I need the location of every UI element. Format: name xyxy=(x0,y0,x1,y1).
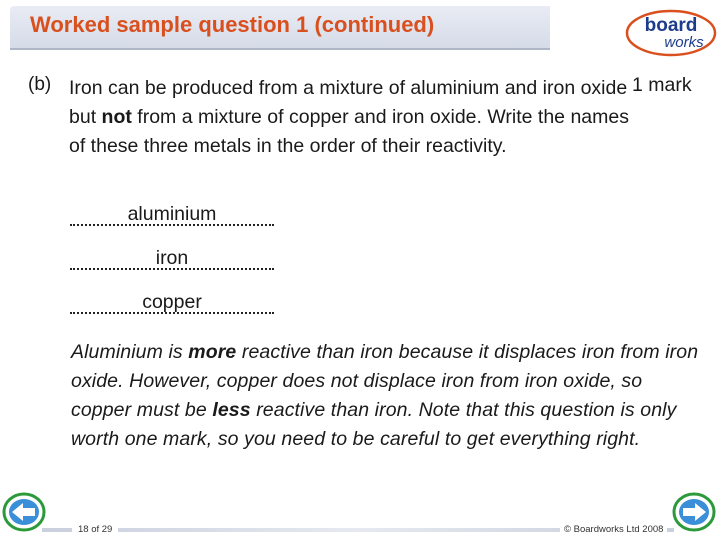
answer-1: aluminium xyxy=(127,203,217,225)
question-label: (b) xyxy=(28,74,52,95)
arrow-left-icon xyxy=(2,492,46,532)
logo-line1: board xyxy=(644,15,698,36)
explanation-part: reactive than iron because it displaces iron from iron oxide. However, copper does not displace iron from iron oxide, so copper must be xyxy=(71,341,699,421)
slide-title: Worked sample question 1 (continued) xyxy=(30,12,435,37)
next-slide-button[interactable] xyxy=(672,492,716,532)
question-text-part: Iron can be produced from a mixture of aluminium and iron oxide but xyxy=(69,77,628,128)
arrow-right-icon xyxy=(672,492,716,532)
answer-line-2 xyxy=(70,242,274,270)
explanation-text xyxy=(71,338,703,454)
answer-line-3 xyxy=(70,286,274,314)
question-text xyxy=(69,74,629,161)
copyright: © Boardworks Ltd 2008 xyxy=(560,524,667,535)
answer-2: iron xyxy=(155,247,189,269)
answer-3: copper xyxy=(142,291,202,313)
question-text-part: from a mixture of copper and iron oxide. Write the names of these three metals in the order of their reactivity. xyxy=(69,106,629,157)
marks-label: 1 mark xyxy=(632,74,692,96)
explanation-emphasis: more xyxy=(188,341,237,363)
boardworks-logo xyxy=(624,6,718,60)
question-text-emphasis: not xyxy=(101,106,132,128)
page-number: 18 of 29 xyxy=(72,524,118,535)
explanation-emphasis: less xyxy=(212,399,251,421)
explanation-part: Aluminium is xyxy=(71,341,189,363)
answer-line-1 xyxy=(70,198,274,226)
prev-slide-button[interactable] xyxy=(2,492,46,532)
explanation-part: reactive than iron. Note that this question is only worth one mark, so you need to be careful to get everything right. xyxy=(71,399,677,450)
logo-line2: works xyxy=(664,34,704,51)
